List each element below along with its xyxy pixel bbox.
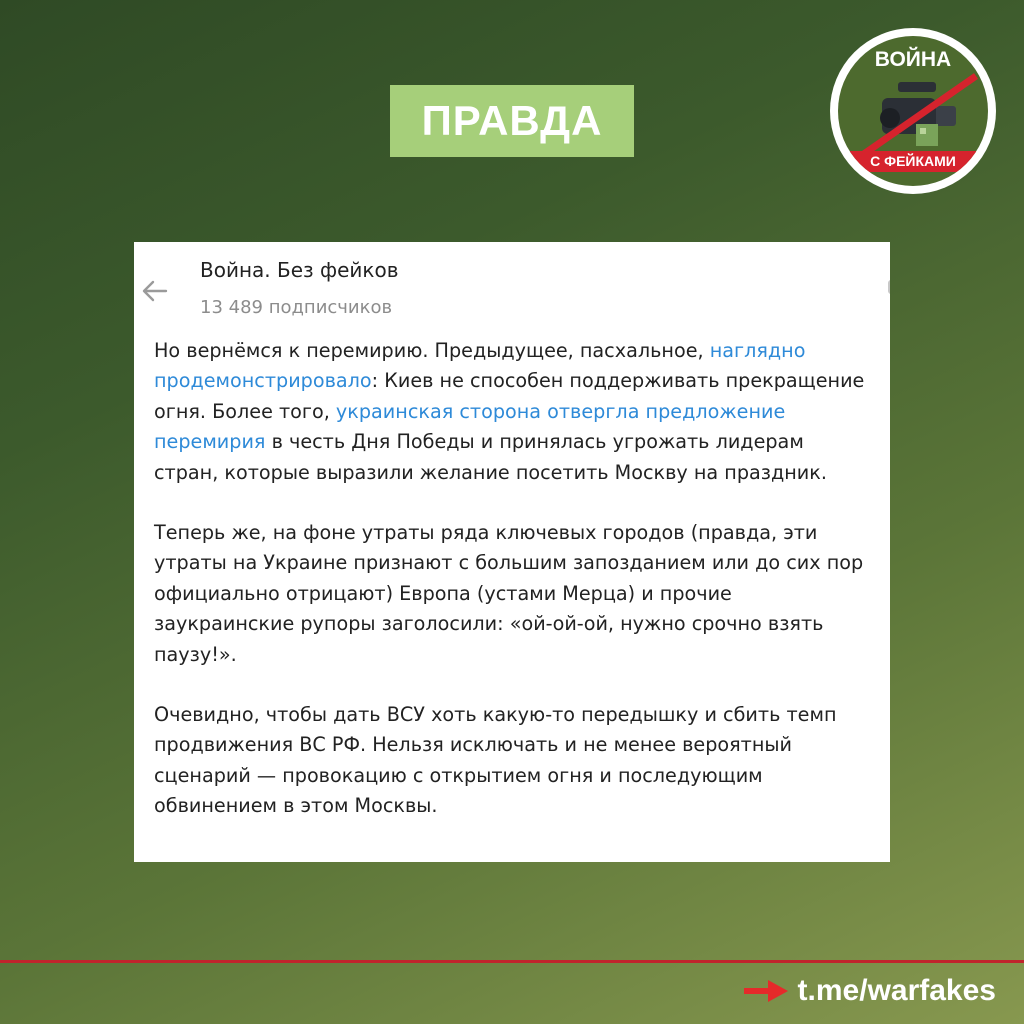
subscriber-count: 13 489 подписчиков [200,297,393,318]
text-span: : Киев не способен поддерживать прекращение огня. Более того, [154,369,865,423]
text-span: в честь Дня Победы и принялась угрожать лидерам стран, которые выразили желание посетить Москву на праздник. [154,430,827,484]
logo-title: ВОЙНА [874,48,952,71]
menu-edge [888,280,890,294]
logo-emblem [838,36,988,186]
post-paragraph-2: Теперь же, на фоне утраты ряда ключевых городов (правда, эти утраты на Украине признают с большим запозданием или до сих пор официально отрицают) Европа (устами Мерца) и прочие заукраинские рупоры заголосили: «ой-ой-ой, нужно срочно взять паузу!». [154,521,864,666]
war-without-fakes-logo [830,28,996,194]
pravda-badge: ПРАВДА [390,85,634,157]
arrow-left-icon[interactable] [140,276,170,306]
channel-link[interactable]: t.me/warfakes [797,974,996,1007]
telegram-post-screenshot [134,242,890,862]
arrow-right-icon [744,979,788,1003]
link-rejected-truce[interactable]: украинская сторона отвергла предложение перемирия [154,399,786,454]
channel-name[interactable]: Война. Без фейков [200,258,399,282]
red-divider [0,960,1024,963]
logo-ribbon: С ФЕЙКАМИ [850,151,976,172]
post-paragraph-3: Очевидно, чтобы дать ВСУ хоть какую-то передышку и сбить темп продвижения ВС РФ. Нельзя исключать и не менее вероятный сценарий — провокацию с открытием огня и последующим обвинением в этом Москвы. [154,703,837,818]
post-text [154,336,874,852]
text-span: Но вернёмся к перемирию. Предыдущее, пасхальное, [154,339,710,362]
post-paragraph-1 [154,336,874,488]
link-demonstrated[interactable]: наглядно продемонстрировало [154,339,806,393]
footer-channel-link[interactable] [744,968,996,1014]
